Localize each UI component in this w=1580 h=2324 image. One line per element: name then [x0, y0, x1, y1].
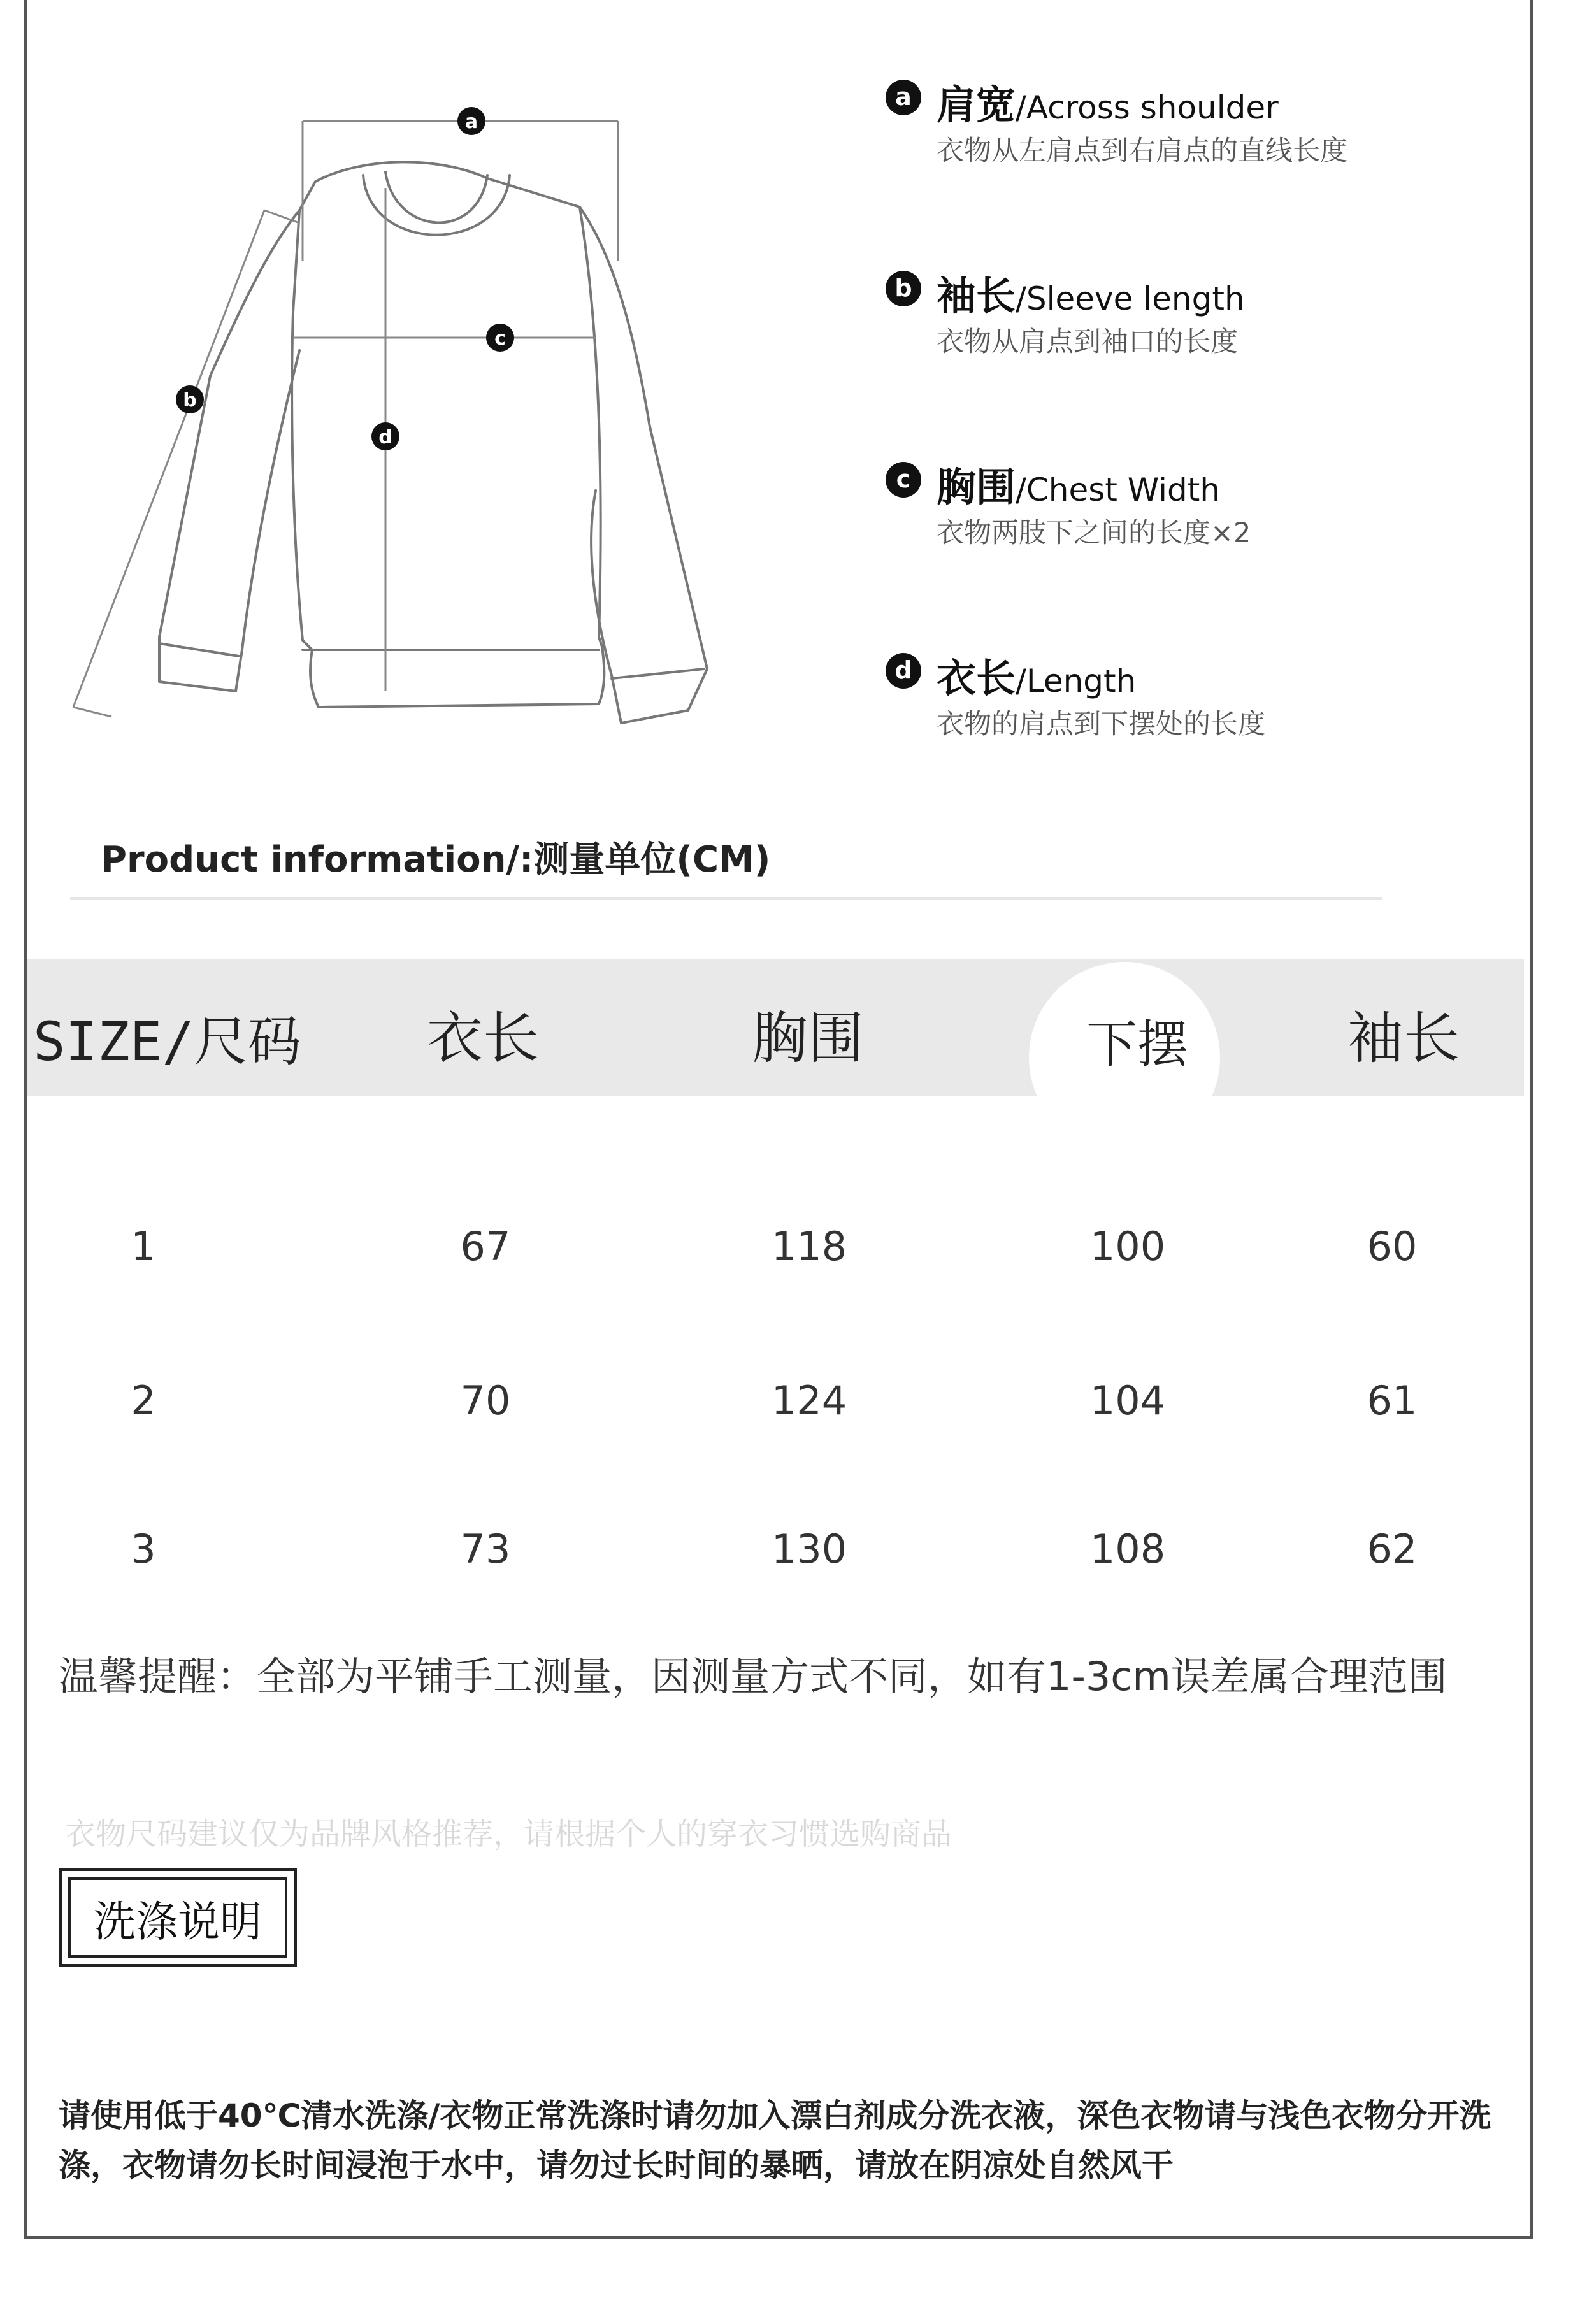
wash-instructions-title: 洗涤说明	[68, 1877, 287, 1958]
measurement-legend	[886, 73, 1523, 838]
marker-a-label: a	[464, 111, 478, 133]
table-cell: 73	[460, 1526, 511, 1572]
table-cell: 70	[460, 1377, 511, 1424]
table-cell: 62	[1367, 1526, 1418, 1572]
sweater-collar	[385, 172, 487, 222]
product-info-heading: Product information/:测量单位(CM)	[101, 839, 771, 880]
measurement-reminder: 温馨提醒：全部为平铺手工测量，因测量方式不同，如有1-3cm误差属合理范围	[59, 1653, 1447, 1700]
legend-item-shoulder	[886, 73, 1523, 264]
table-cell: 2	[131, 1377, 156, 1424]
marker-b-label: b	[183, 389, 197, 412]
table-cell: 3	[131, 1526, 156, 1572]
care-instructions: 请使用低于40℃清水洗涤/衣物正常洗涤时请勿加入漂白剂成分洗衣液，深色衣物请与浅色衣物分开洗涤，衣物请勿长时间浸泡于水中，请勿过长时间的暴晒，请放在阴凉处自然风干	[59, 2097, 1491, 2184]
table-cell: 61	[1367, 1377, 1418, 1424]
legend-desc: 衣物的肩点到下摆处的长度	[937, 708, 1265, 740]
table-cell: 118	[771, 1223, 847, 1270]
table-header-sleeve: 袖长	[1347, 1005, 1460, 1071]
legend-badge-d: d	[886, 653, 921, 689]
wash-instructions-box	[59, 1868, 297, 1967]
legend-title: 衣长/Length	[937, 655, 1137, 701]
legend-title: 袖长/Sleeve length	[937, 273, 1245, 319]
table-cell: 100	[1089, 1223, 1166, 1270]
table-header-length: 衣长	[427, 1005, 540, 1071]
legend-badge-c: c	[886, 462, 921, 498]
divider	[70, 897, 1382, 900]
legend-item-sleeve	[886, 264, 1523, 455]
sweater-left-sleeve	[159, 210, 299, 691]
marker-d-label: d	[378, 426, 392, 448]
table-cell: 130	[771, 1526, 847, 1572]
table-cell: 60	[1367, 1223, 1418, 1270]
legend-desc: 衣物两肢下之间的长度×2	[937, 517, 1251, 549]
table-header-chest: 胸围	[752, 1005, 865, 1071]
legend-desc: 衣物从肩点到袖口的长度	[937, 326, 1238, 358]
legend-item-chest	[886, 455, 1523, 647]
legend-title: 胸围/Chest Width	[937, 464, 1221, 510]
table-cell: 67	[460, 1223, 511, 1270]
table-cell: 104	[1089, 1377, 1166, 1424]
table-header-size: SIZE/尺码	[33, 1010, 301, 1073]
table-cell: 1	[131, 1223, 156, 1270]
marker-c-label: c	[494, 327, 506, 350]
table-cell: 124	[771, 1377, 847, 1424]
size-suggestion: 衣物尺码建议仅为品牌风格推荐，请根据个人的穿衣习惯选购商品	[65, 1816, 952, 1852]
legend-item-length	[886, 647, 1523, 838]
legend-desc: 衣物从左肩点到右肩点的直线长度	[937, 135, 1347, 167]
legend-badge-b: b	[886, 271, 921, 306]
legend-badge-a: a	[886, 80, 921, 115]
table-cell: 108	[1089, 1526, 1166, 1572]
legend-title: 肩宽/Across shoulder	[937, 82, 1279, 128]
sweater-body-outline	[292, 162, 604, 707]
measure-line-b	[73, 210, 264, 707]
table-header-hem: 下摆	[1086, 1015, 1188, 1074]
sweater-diagram	[64, 96, 828, 771]
